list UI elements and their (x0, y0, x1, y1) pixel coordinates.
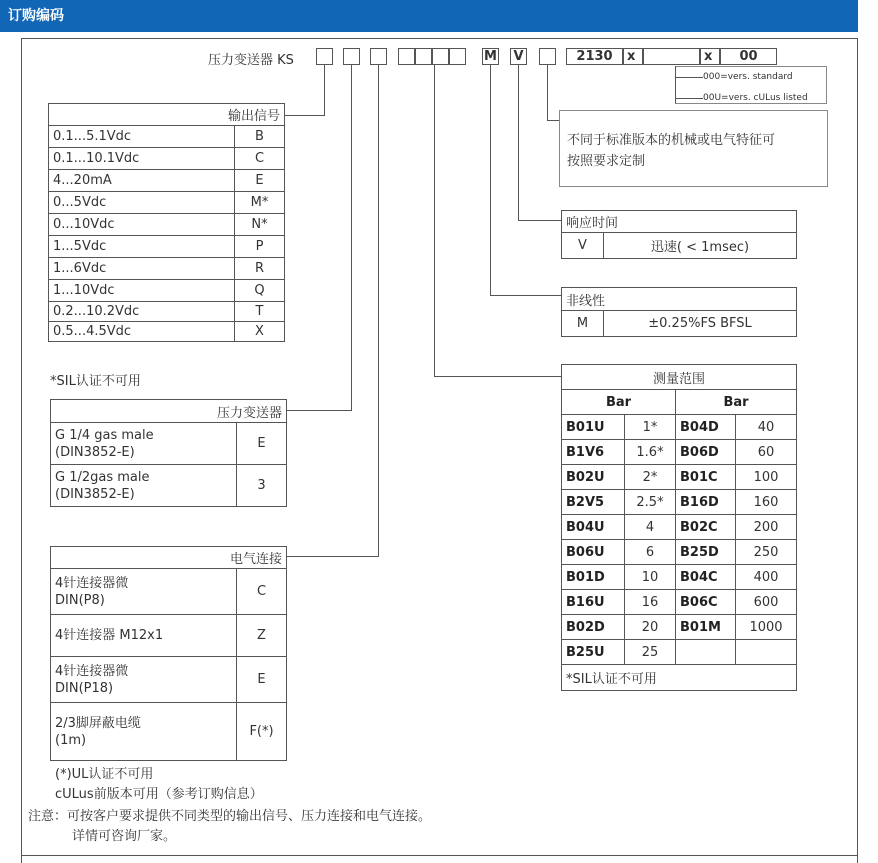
table-row: 1...6Vdc R (49, 258, 285, 280)
electrical-title: 电气连接 (51, 547, 287, 569)
table-row: B02U 2* B01C 100 (562, 465, 797, 490)
table-row: B25U 25 (562, 640, 797, 665)
table-row: V 迅速( < 1msec) (562, 233, 797, 259)
response-title: 响应时间 (562, 211, 797, 233)
bottom-note-line1: 注意：可按客户要求提供不同类型的输出信号、压力连接和电气连接。 (28, 809, 432, 824)
version-culus: 00U=vers. cULus listed (703, 93, 808, 103)
table-row: 0...5Vdc M* (49, 192, 285, 214)
code-box-range-1 (398, 48, 415, 65)
table-row: 0.5...4.5Vdc X (49, 322, 285, 342)
code-box-response: V (510, 48, 527, 65)
range-title: 测量范围 (562, 365, 797, 390)
bottom-divider (21, 855, 858, 856)
section-header: 订购编码 (0, 0, 858, 32)
table-row: 1...10Vdc Q (49, 280, 285, 302)
measuring-range-table (561, 364, 797, 691)
output-note: *SIL认证不可用 (50, 374, 141, 389)
custom-note-line2: 按照要求定制 (567, 154, 646, 169)
code-box-x1: x (623, 48, 643, 65)
output-signal-title: 输出信号 (49, 104, 285, 126)
version-standard: 000=vers. standard (703, 72, 793, 82)
table-row: 4...20mA E (49, 170, 285, 192)
code-prefix: 压力变送器 KS (208, 53, 294, 68)
electrical-connection-table (50, 546, 287, 761)
table-row: B2V5 2.5* B16D 160 (562, 490, 797, 515)
range-unit-right: Bar (676, 390, 797, 415)
bottom-note-line2: 详情可咨询厂家。 (72, 829, 177, 844)
nonlinearity-title: 非线性 (562, 288, 797, 311)
table-row: B01U 1* B04D 40 (562, 415, 797, 440)
code-box-range-3 (432, 48, 449, 65)
table-row: 0.2...10.2Vdc T (49, 302, 285, 322)
table-row: B06U 6 B25D 250 (562, 540, 797, 565)
pressure-title: 压力变送器 (51, 400, 287, 423)
table-row: 4针连接器微 DIN(P18) E (51, 657, 287, 703)
range-unit-left: Bar (562, 390, 676, 415)
table-row: 0.1...10.1Vdc C (49, 148, 285, 170)
pressure-connection-table (50, 399, 287, 507)
code-box-range-2 (415, 48, 432, 65)
nonlinearity-table (561, 287, 797, 337)
table-row: G 1/4 gas male (DIN3852-E) E (51, 423, 287, 465)
custom-note-box (559, 110, 828, 187)
code-box-electrical (370, 48, 387, 65)
table-row: B1V6 1.6* B06D 60 (562, 440, 797, 465)
table-row: 1...5Vdc P (49, 236, 285, 258)
custom-note-line1: 不同于标准版本的机械或电气特征可 (567, 133, 776, 148)
table-row: B01D 10 B04C 400 (562, 565, 797, 590)
table-row: 2/3脚屏蔽电缆 (1m) F(*) (51, 703, 287, 761)
output-signal-table (48, 103, 285, 342)
response-time-table (561, 210, 797, 259)
code-box-x2: x (700, 48, 720, 65)
table-row: 4针连接器 M12x1 Z (51, 615, 287, 657)
electrical-note-1: (*)UL认证不可用 (55, 767, 154, 782)
code-box-version: 00 (720, 48, 777, 65)
table-row: 4针连接器微 DIN(P8) C (51, 569, 287, 615)
table-row: B02D 20 B01M 1000 (562, 615, 797, 640)
code-box-blank (643, 48, 700, 65)
electrical-note-2: cULus前版本可用（参考订购信息） (55, 787, 263, 802)
code-box-number: 2130 (566, 48, 623, 65)
table-row: G 1/2gas male (DIN3852-E) 3 (51, 465, 287, 507)
code-box-nonlinearity: M (482, 48, 499, 65)
code-box-range-4 (449, 48, 466, 65)
code-box-output (316, 48, 333, 65)
code-box-custom (539, 48, 556, 65)
table-row: B04U 4 B02C 200 (562, 515, 797, 540)
table-row: M ±0.25%FS BFSL (562, 311, 797, 337)
code-box-pressure (343, 48, 360, 65)
table-row: B16U 16 B06C 600 (562, 590, 797, 615)
range-note: *SIL认证不可用 (562, 665, 797, 691)
table-row: 0.1...5.1Vdc B (49, 126, 285, 148)
table-row: 0...10Vdc N* (49, 214, 285, 236)
